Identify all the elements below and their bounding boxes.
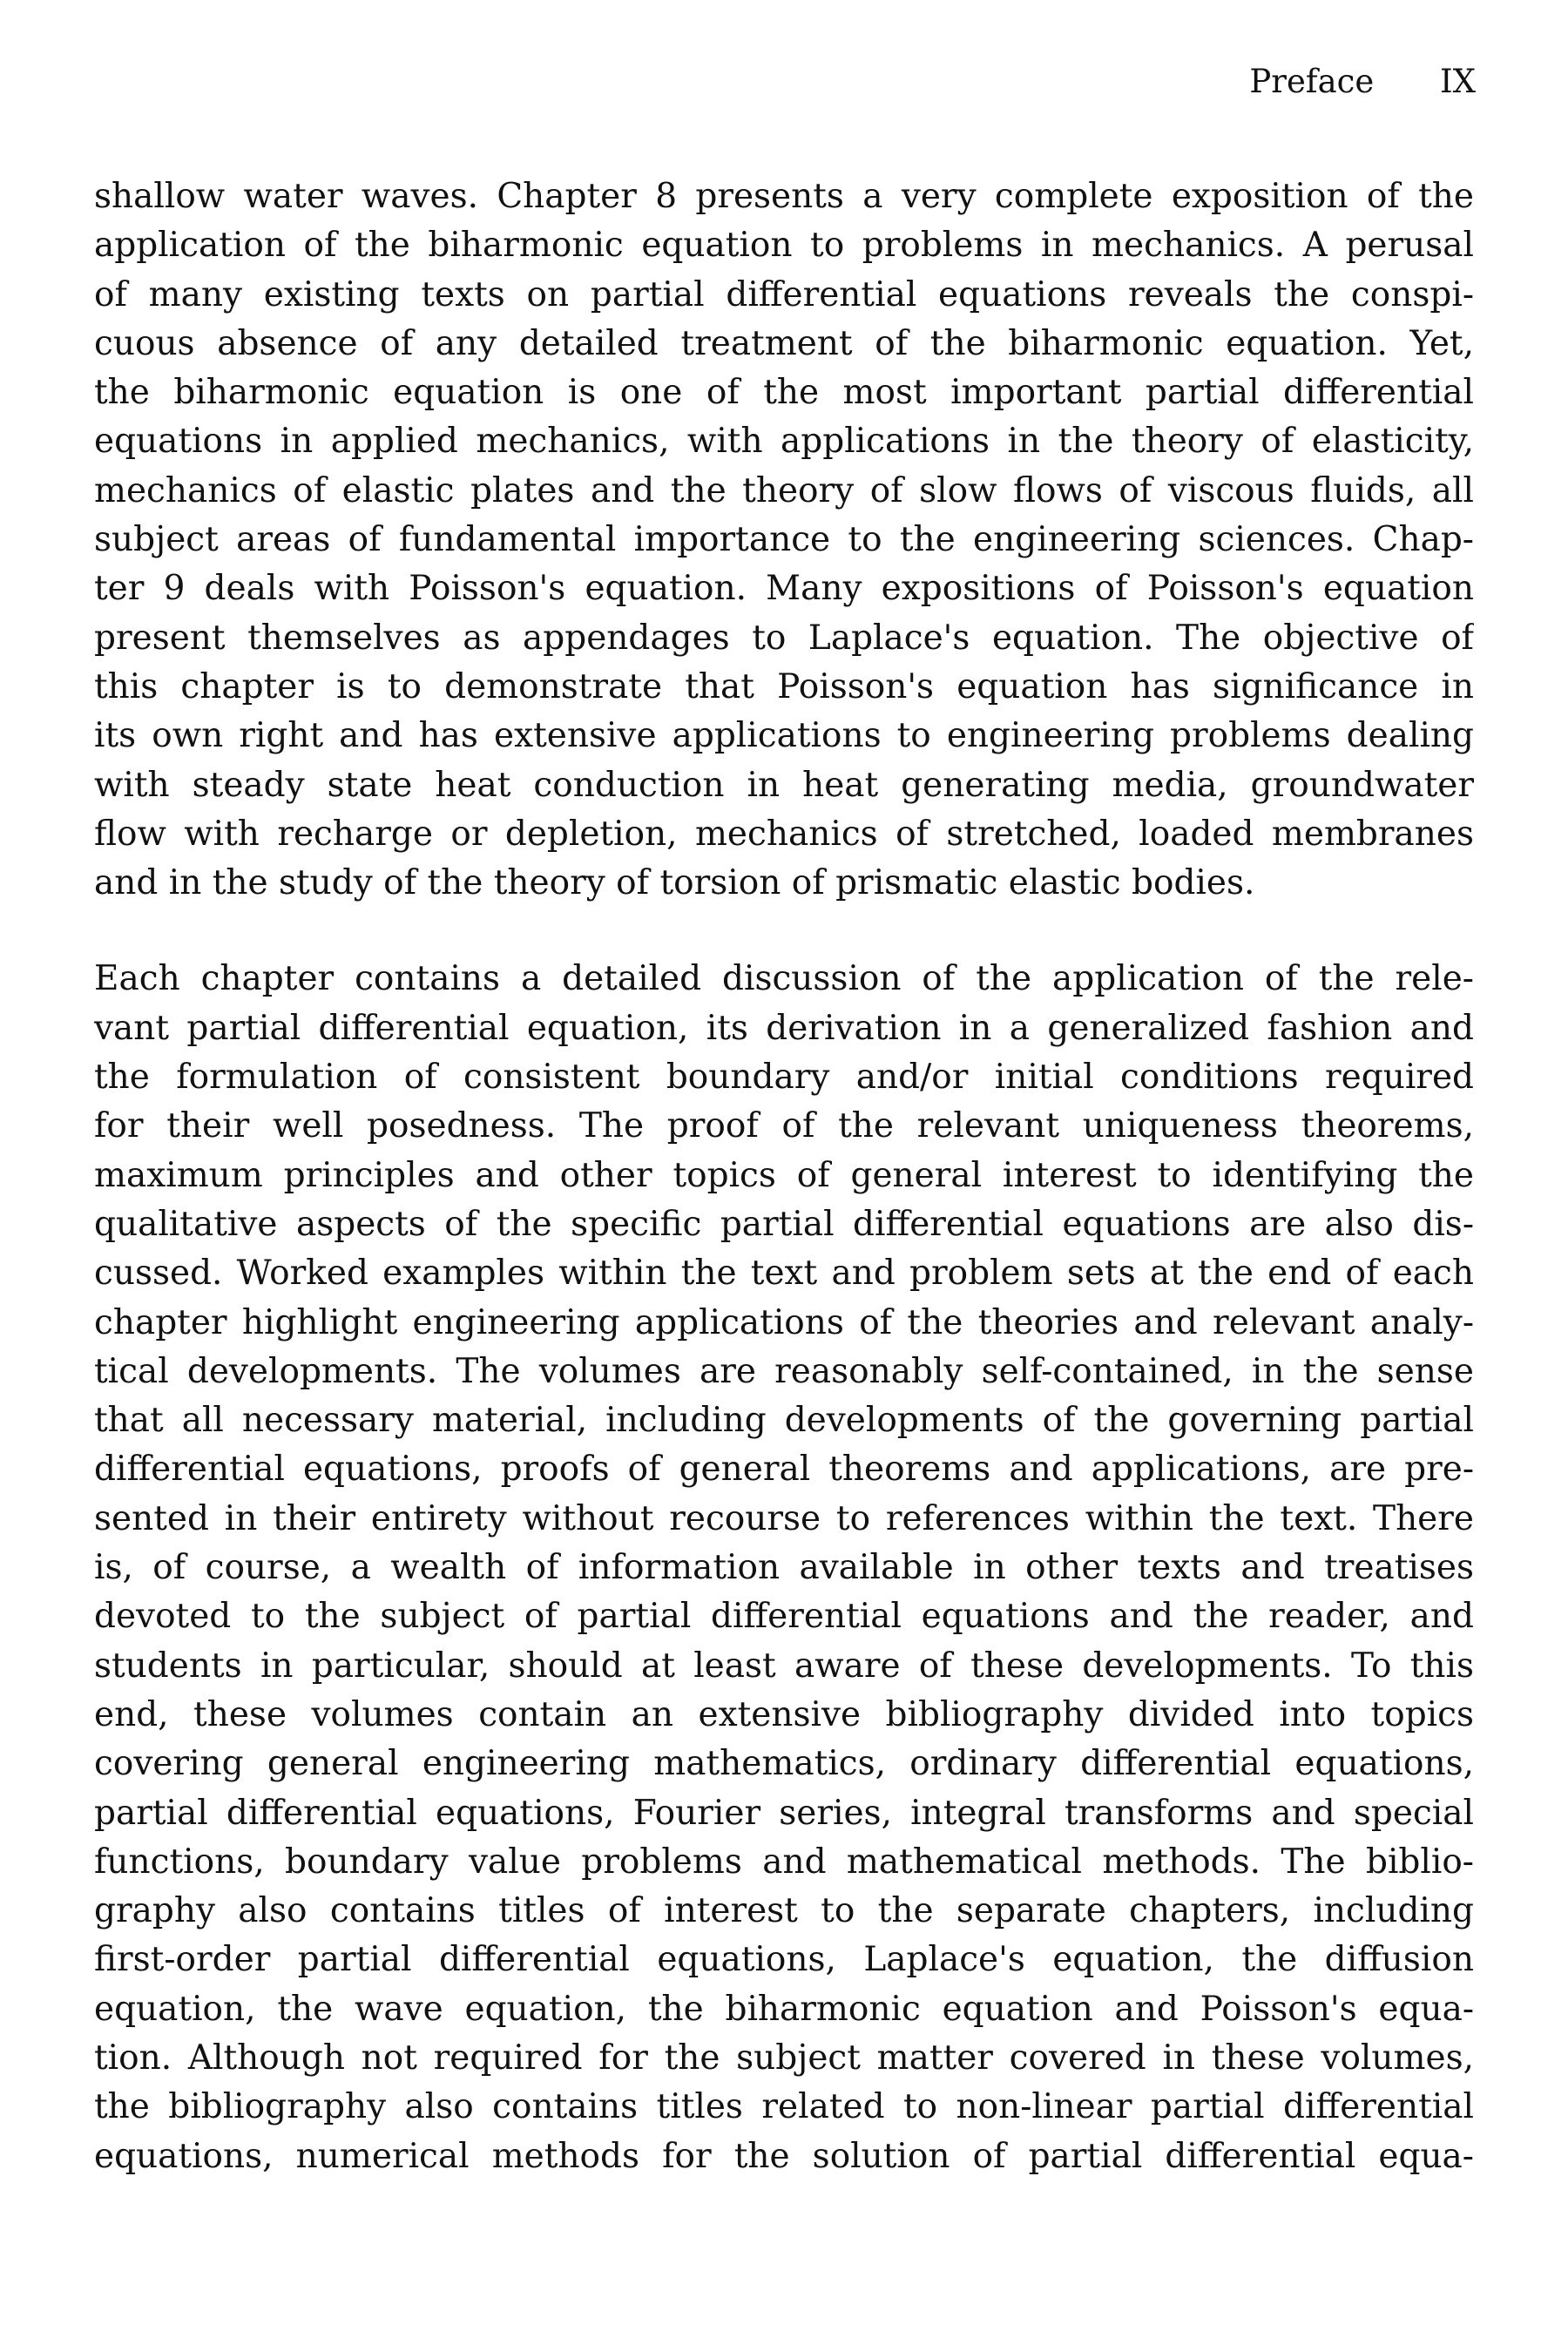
text-line: first-order partial differential equations, Laplace's equation, the diffusion	[94, 1940, 1474, 1980]
text-line: present themselves as appendages to Laplace's equation. The objective of	[94, 618, 1474, 658]
text-line: the formulation of consistent boundary and/or initial conditions required	[94, 1058, 1474, 1098]
text-line: functions, boundary value problems and mathematical methods. The biblio-	[94, 1842, 1474, 1882]
text-line: shallow water waves. Chapter 8 presents a very complete exposition of the	[94, 177, 1474, 216]
text-line: covering general engineering mathematics, ordinary differential equations,	[94, 1744, 1474, 1784]
text-line: for their well posedness. The proof of the relevant uniqueness theorems,	[94, 1106, 1474, 1146]
text-line: cussed. Worked examples within the text and problem sets at the end of each	[94, 1254, 1474, 1294]
text-line: chapter highlight engineering applications of the theories and relevant analy-	[94, 1302, 1474, 1342]
text-line: application of the biharmonic equation to problems in mechanics. A perusal	[94, 226, 1474, 266]
text-line: that all necessary material, including developments of the governing partial	[94, 1401, 1474, 1441]
text-line: equations in applied mechanics, with applications in the theory of elasticity,	[94, 422, 1474, 462]
text-line: maximum principles and other topics of general interest to identifying the	[94, 1155, 1474, 1195]
body-text	[94, 172, 1474, 2181]
text-line: flow with recharge or depletion, mechanics of stretched, loaded membranes	[94, 814, 1474, 854]
running-head	[1249, 63, 1476, 101]
text-line: qualitative aspects of the specific partial differential equations are also dis-	[94, 1204, 1474, 1244]
text-line: devoted to the subject of partial differential equations and the reader, and	[94, 1597, 1474, 1637]
text-line: of many existing texts on partial differential equations reveals the conspi-	[94, 274, 1474, 314]
text-line: end, these volumes contain an extensive bibliography divided into topics	[94, 1694, 1474, 1734]
paragraph-1	[94, 172, 1474, 908]
text-line: the bibliography also contains titles related to non-linear partial differential	[94, 2087, 1474, 2127]
text-line: the biharmonic equation is one of the most important partial differential	[94, 373, 1474, 413]
text-line: differential equations, proofs of general theorems and applications, are pre-	[94, 1450, 1474, 1490]
text-line: cuous absence of any detailed treatment of the biharmonic equation. Yet,	[94, 323, 1474, 363]
page-number: IX	[1440, 63, 1476, 100]
text-line: graphy also contains titles of interest to the separate chapters, including	[94, 1891, 1474, 1931]
text-line: this chapter is to demonstrate that Poisson's equation has significance in	[94, 666, 1474, 706]
text-line: is, of course, a wealth of information available in other texts and treatises	[94, 1548, 1474, 1588]
text-line: students in particular, should at least aware of these developments. To this	[94, 1646, 1474, 1686]
text-line: ter 9 deals with Poisson's equation. Many expositions of Poisson's equation	[94, 569, 1474, 609]
text-line: tical developments. The volumes are reasonably self-contained, in the sense	[94, 1351, 1474, 1391]
paragraph-spacer	[94, 908, 1474, 955]
text-line: Each chapter contains a detailed discussion of the application of the rele-	[94, 959, 1474, 999]
text-line: tion. Although not required for the subject matter covered in these volumes,	[94, 2038, 1474, 2078]
text-line: with steady state heat conduction in heat generating media, groundwater	[94, 765, 1474, 805]
text-line: its own right and has extensive applications to engineering problems dealing	[94, 716, 1474, 756]
text-line: partial differential equations, Fourier series, integral transforms and special	[94, 1793, 1474, 1833]
running-head-title: Preface	[1249, 63, 1375, 100]
text-line: and in the study of the theory of torsion of prismatic elastic bodies.	[94, 863, 1255, 903]
text-line: vant partial differential equation, its derivation in a generalized fashion and	[94, 1008, 1474, 1048]
text-line: subject areas of fundamental importance to the engineering sciences. Chap-	[94, 520, 1474, 560]
text-line: equations, numerical methods for the solution of partial differential equa-	[94, 2136, 1474, 2176]
text-line: sented in their entirety without recourse to references within the text. There	[94, 1498, 1474, 1538]
text-line: mechanics of elastic plates and the theory of slow flows of viscous fluids, all	[94, 470, 1474, 510]
paragraph-2	[94, 955, 1474, 2180]
text-line: equation, the wave equation, the biharmonic equation and Poisson's equa-	[94, 1989, 1474, 2029]
